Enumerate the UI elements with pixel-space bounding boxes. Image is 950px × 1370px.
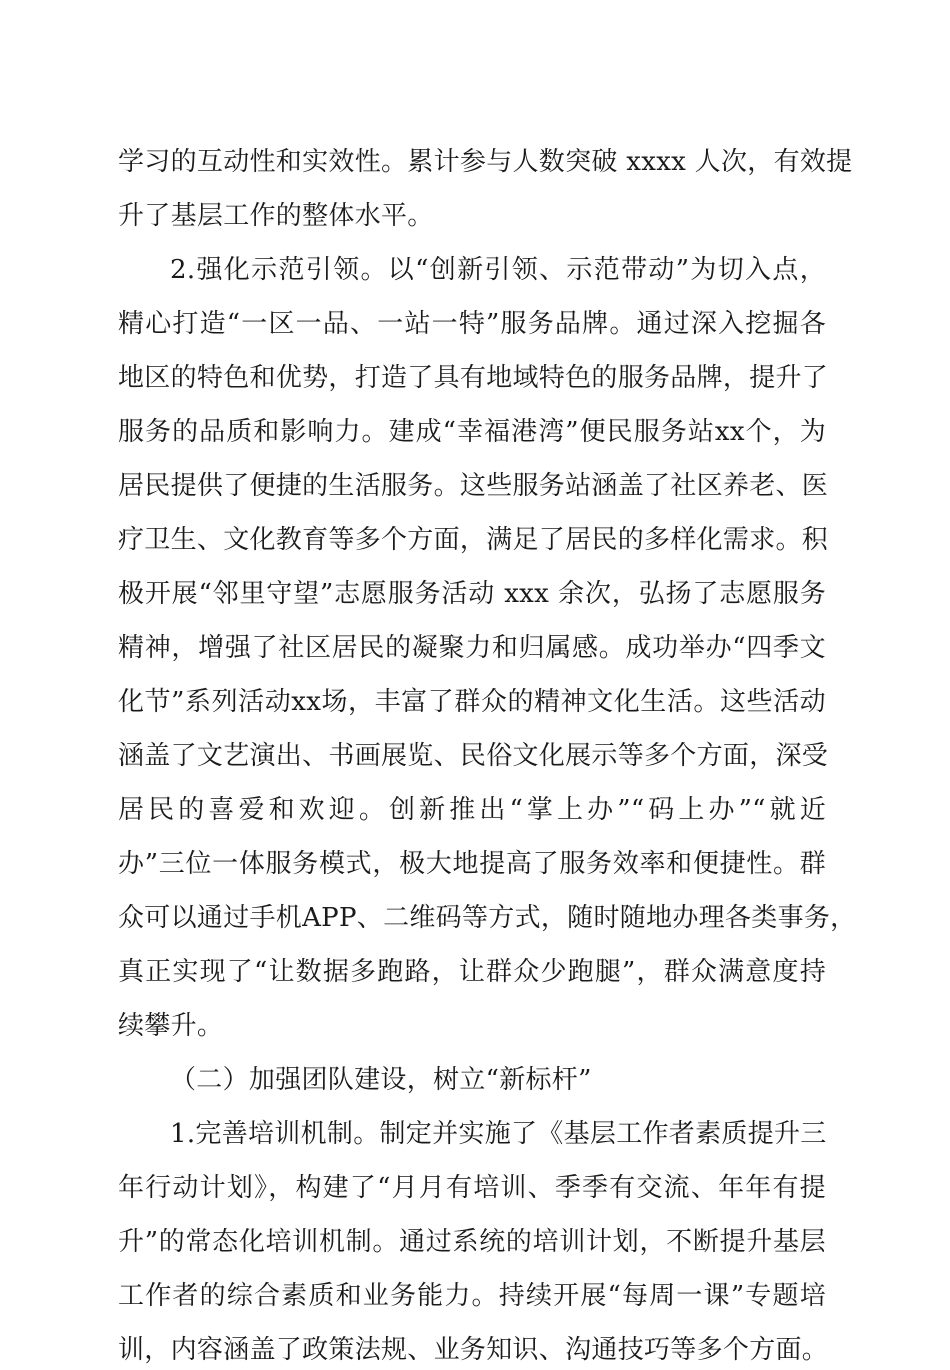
paragraph-start-line: 1.完善培训机制。制定并实施了《基层工作者素质提升三: [170, 1119, 827, 1149]
text-line: 居民的喜爱和欢迎。创新推出“掌上办”“码上办”“就近: [118, 795, 826, 825]
section-heading: （二）加强团队建设，树立“新标杆”: [170, 1065, 592, 1095]
text-line: 精神，增强了社区居民的凝聚力和归属感。成功举办“四季文: [118, 633, 826, 663]
text-line: 疗卫生、文化教育等多个方面，满足了居民的多样化需求。积: [118, 525, 829, 555]
text-line: 众可以通过手机APP、二维码等方式，随时随地办理各类事务，: [118, 903, 857, 933]
text-line: 升了基层工作的整体水平。: [118, 201, 434, 231]
text-line: 工作者的综合素质和业务能力。持续开展“每周一课”专题培: [118, 1281, 826, 1311]
text-line: 极开展“邻里守望”志愿服务活动 xxx 余次，弘扬了志愿服务: [118, 579, 826, 609]
text-line: 真正实现了“让数据多跑路，让群众少跑腿”，群众满意度持: [118, 957, 826, 987]
text-line: 办”三位一体服务模式，极大地提高了服务效率和便捷性。群: [118, 849, 826, 879]
text-line: 地区的特色和优势，打造了具有地域特色的服务品牌，提升了: [118, 363, 829, 393]
paragraph-start-line: 2.强化示范引领。以“创新引领、示范带动”为切入点，: [170, 255, 826, 285]
text-line: 年行动计划》，构建了“月月有培训、季季有交流、年年有提: [118, 1173, 826, 1203]
text-line: 升”的常态化培训机制。通过系统的培训计划，不断提升基层: [118, 1227, 826, 1257]
text-line: 精心打造“一区一品、一站一特”服务品牌。通过深入挖掘各: [118, 309, 826, 339]
text-line: 续攀升。: [118, 1011, 224, 1041]
text-line: 学习的互动性和实效性。累计参与人数突破 xxxx 人次，有效提: [118, 147, 853, 177]
text-line: 涵盖了文艺演出、书画展览、民俗文化展示等多个方面，深受: [118, 741, 829, 771]
text-line: 服务的品质和影响力。建成“幸福港湾”便民服务站xx个，为: [118, 417, 826, 447]
text-line: 训，内容涵盖了政策法规、业务知识、沟通技巧等多个方面。: [118, 1335, 829, 1365]
text-line: 化节”系列活动xx场，丰富了群众的精神文化生活。这些活动: [118, 687, 826, 717]
text-line: 居民提供了便捷的生活服务。这些服务站涵盖了社区养老、医: [118, 471, 829, 501]
